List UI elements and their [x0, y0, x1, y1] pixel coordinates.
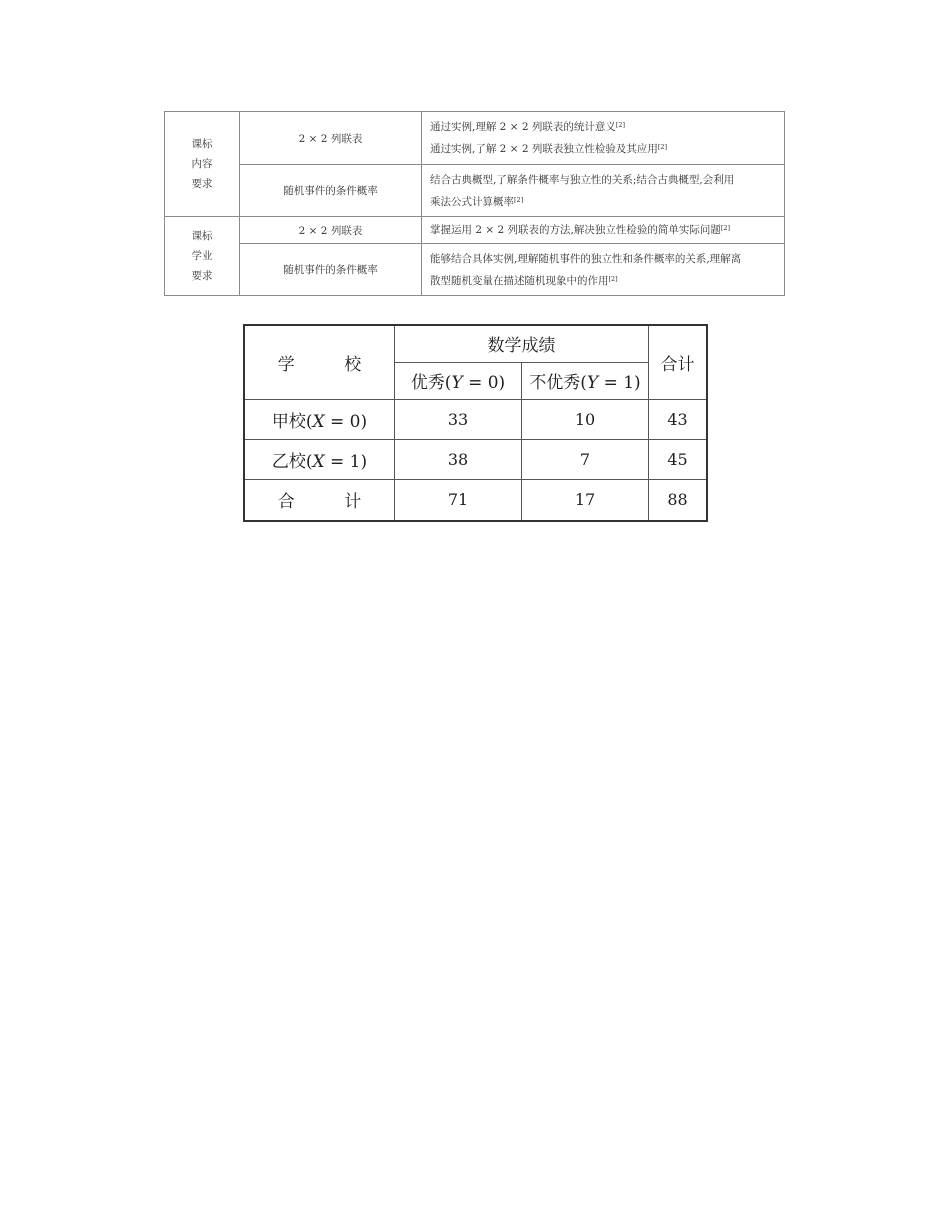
topic-contingency-table: 2 × 2 列联表 [240, 217, 422, 244]
reference-mark: [2] [615, 121, 626, 129]
description-line: 结合古典概型,了解条件概率与独立性的关系;结合古典概型,会利用 [430, 173, 735, 186]
cell-not-excellent: 7 [522, 439, 649, 479]
requirement-description [422, 244, 785, 296]
excellent-header: 优秀(Y = 0) [395, 362, 522, 399]
cell-excellent: 38 [395, 439, 522, 479]
category-line: 要求 [191, 178, 213, 190]
cell-excellent: 33 [395, 399, 522, 439]
requirement-description [422, 112, 785, 165]
category-content-requirements [165, 112, 240, 217]
description-line: 散型随机变量在描述随机现象中的作用[2] [430, 274, 618, 287]
cell-total-excellent: 71 [395, 479, 522, 521]
cell-total-not-excellent: 17 [522, 479, 649, 521]
description-line: 通过实例,了解 2 × 2 列联表独立性检验及其应用[2] [430, 143, 668, 155]
category-line: 内容 [191, 158, 213, 170]
topic-conditional-probability: 随机事件的条件概率 [240, 165, 422, 217]
description-line: 能够结合具体实例,理解随机事件的独立性和条件概率的关系,理解离 [430, 252, 742, 265]
requirement-description [422, 165, 785, 217]
category-academic-requirements [165, 217, 240, 296]
reference-mark: [2] [514, 195, 524, 204]
topic-contingency-table: 2 × 2 列联表 [240, 112, 422, 165]
total-header: 合计 [649, 325, 708, 399]
cell-row-total: 43 [649, 399, 708, 439]
school-row-label: 甲校(X = 0) [244, 399, 395, 439]
cell-not-excellent: 10 [522, 399, 649, 439]
description-line: 掌握运用 2 × 2 列联表的方法,解决独立性检验的简单实际问题[2] [430, 224, 731, 236]
reference-mark: [2] [720, 224, 731, 232]
reference-mark: [2] [608, 274, 618, 283]
cell-grand-total: 88 [649, 479, 708, 521]
requirement-description [422, 217, 785, 244]
category-line: 要求 [191, 270, 213, 282]
school-header: 学 校 [244, 325, 395, 399]
total-row-label: 合 计 [244, 479, 395, 521]
curriculum-requirements-table [164, 111, 785, 296]
not-excellent-header: 不优秀(Y = 1) [522, 362, 649, 399]
reference-mark: [2] [657, 143, 668, 151]
contingency-table [243, 324, 708, 522]
cell-row-total: 45 [649, 439, 708, 479]
category-line: 课标 [191, 230, 213, 242]
topic-conditional-probability: 随机事件的条件概率 [240, 244, 422, 296]
category-line: 课标 [191, 138, 213, 150]
description-line: 通过实例,理解 2 × 2 列联表的统计意义[2] [430, 121, 626, 133]
category-line: 学业 [191, 250, 213, 262]
description-line: 乘法公式计算概率[2] [430, 195, 524, 208]
math-score-header: 数学成绩 [395, 325, 649, 362]
school-row-label: 乙校(X = 1) [244, 439, 395, 479]
